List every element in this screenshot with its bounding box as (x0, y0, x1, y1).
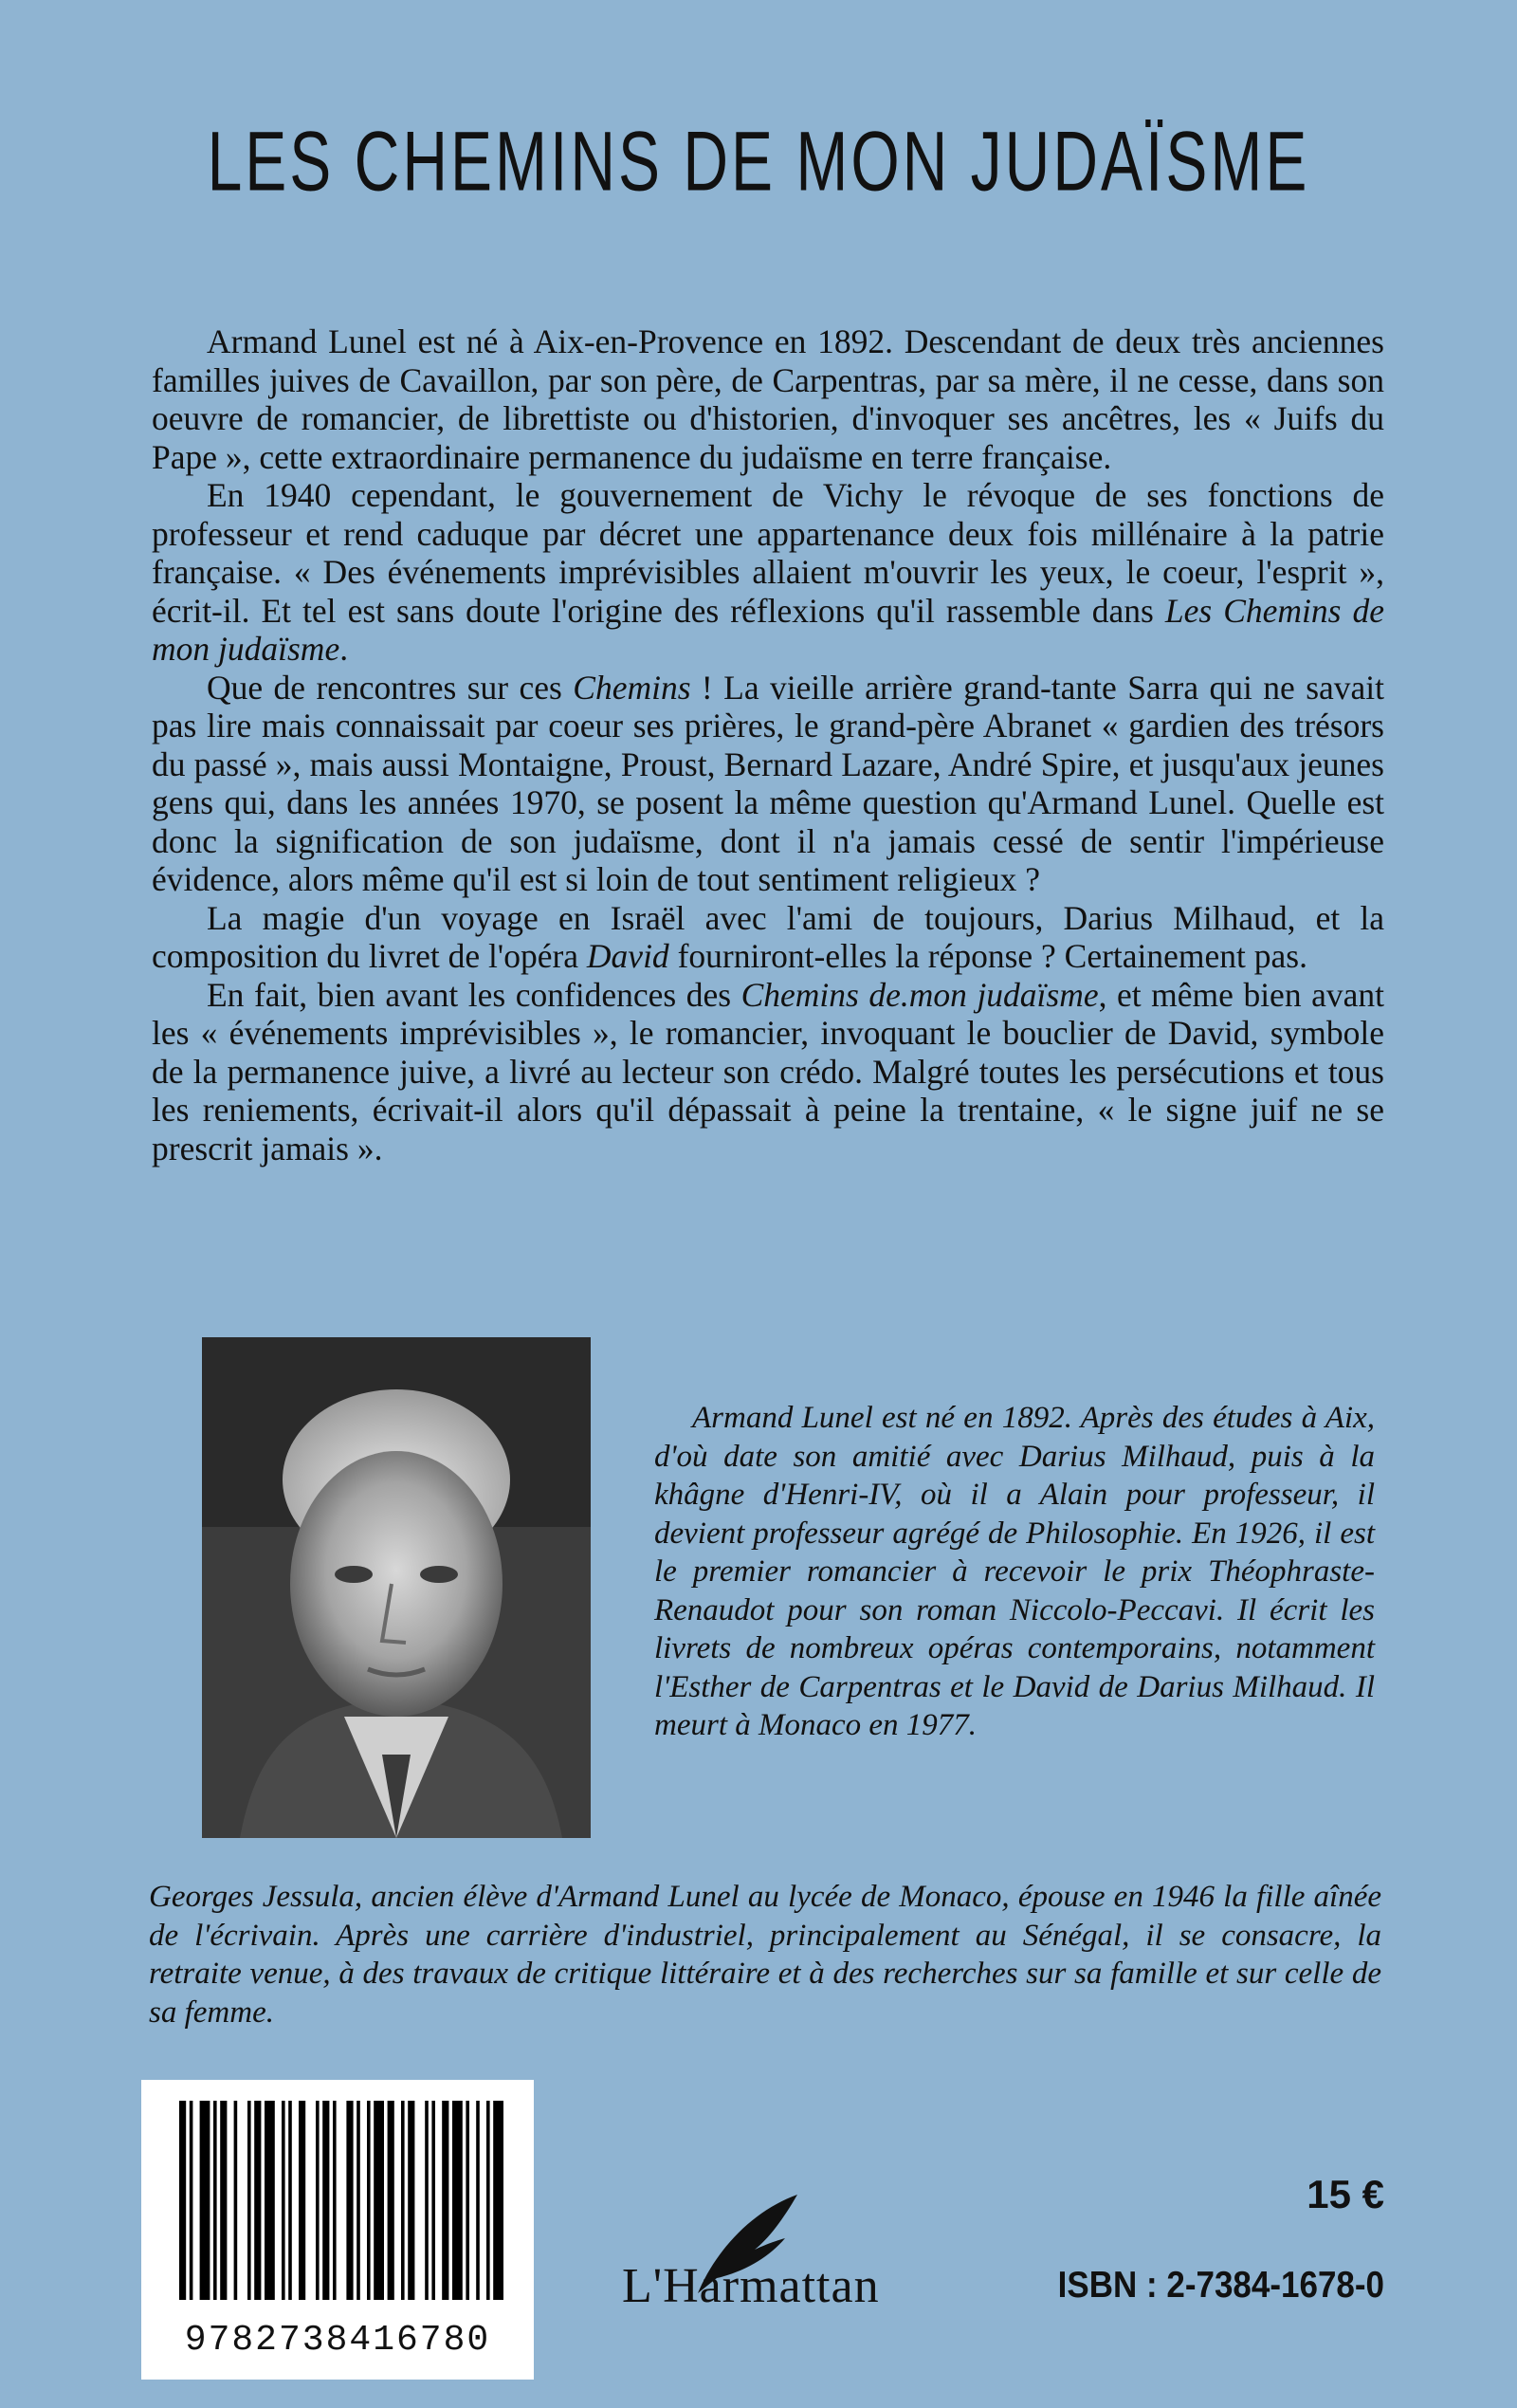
barcode-bar (288, 2101, 292, 2300)
barcode-bar (452, 2101, 463, 2300)
text-run: La magie d'un voyage en Israël avec l'ami de toujours, Darius Milhaud, et la composition du livret de l'opéra (152, 898, 1384, 975)
barcode-bar (367, 2101, 371, 2300)
barcode-bar (265, 2101, 275, 2300)
barcode-bar (316, 2101, 320, 2300)
barcode-bar (333, 2101, 337, 2300)
barcode-bar (356, 2101, 360, 2300)
paragraph (152, 669, 1384, 899)
isbn: ISBN : 2-7384-1678-0 (1057, 2265, 1384, 2306)
barcode-bar (247, 2101, 251, 2300)
italic-title: David (586, 937, 669, 975)
book-title: LES CHEMINS DE MON JUDAÏSME (207, 113, 1310, 209)
barcode-bars (141, 2080, 534, 2317)
barcode-bar (388, 2101, 394, 2300)
barcode-bar (486, 2101, 490, 2300)
barcode (141, 2080, 534, 2380)
paragraph (152, 476, 1384, 669)
barcode-bar (220, 2101, 227, 2300)
author-portrait-image (202, 1337, 591, 1838)
barcode-bar (374, 2101, 384, 2300)
barcode-bar (200, 2101, 210, 2300)
text-run: fourniront-elles la réponse ? Certainement pas. (668, 937, 1307, 975)
author-photo (202, 1337, 591, 1838)
barcode-bar (431, 2101, 435, 2300)
barcode-bar (442, 2101, 448, 2300)
barcode-bar (213, 2101, 217, 2300)
publisher-name: L'Harmattan (622, 2259, 880, 2313)
text-run: ! La vieille arrière grand-tante Sarra qui ne savait pas lire mais connaissait par coeur ses prières, le grand-père Abranet « gardien des trésors du passé », mais aussi Montaigne, Proust, Bernard Lazare, André Spire, et jusqu'aux jeunes gens qui, dans les années 1970, se posent la même question qu'Armand Lunel. Quelle est donc la signification de son judaïsme, dont il n'a jamais cessé de sentir l'impérieuse évidence, alors même qu'il est si loin de tout sentiment religieux ? (152, 668, 1384, 898)
paragraph (152, 976, 1384, 1168)
barcode-bar (401, 2101, 405, 2300)
italic-title: Chemins de.mon judaïsme (740, 975, 1099, 1014)
barcode-digits: 9782738416780 (184, 2320, 491, 2361)
barcode-bar (190, 2101, 193, 2300)
barcode-bar (282, 2101, 285, 2300)
barcode-bar (346, 2101, 353, 2300)
text-run: En fait, bien avant les confidences des (207, 975, 741, 1014)
price: 15 € (1307, 2172, 1384, 2216)
barcode-bar (299, 2101, 305, 2300)
italic-title: Chemins (573, 668, 691, 707)
barcode-bar (408, 2101, 414, 2300)
barcode-bar (425, 2101, 429, 2300)
barcode-bar (493, 2101, 503, 2300)
text-run: . (339, 630, 349, 668)
back-cover-text (152, 322, 1384, 1167)
text-run: Armand Lunel est né à Aix-en-Provence en 1892. Descendant de deux très anciennes familles juives de Cavaillon, par son père, de Carpentras, par sa mère, il ne cesse, dans son oeuvre de romancier, de librettiste ou d'historien, d'invoquer ses ancêtres, les « Juifs du Pape », cette extraordinaire permanence du judaïsme en terre française. (152, 322, 1384, 476)
barcode-bar (322, 2101, 329, 2300)
italic-title: Les Chemins de mon judaïsme (152, 591, 1384, 668)
text-run: Que de rencontres sur ces (207, 668, 574, 707)
publisher-logo (622, 2191, 906, 2314)
barcode-bar (466, 2101, 469, 2300)
barcode-bar (476, 2101, 480, 2300)
text-run: , et même bien avant les « événements imprévisibles », le romancier, invoquant le bouclier de David, symbole de la permanence juive, a livré au lecteur son crédo. Malgré toutes les persécutions et tous les reniements, écrivait-il alors qu'il dépassait à peine la trentaine, « le signe juif ne se prescrit jamais ». (152, 975, 1384, 1167)
barcode-bar (254, 2101, 261, 2300)
author-biography: Armand Lunel est né en 1892. Après des études à Aix, d'où date son amitié avec Darius Milhaud, puis à la khâgne d'Henri-IV, où il a Alain pour professeur, il devient professeur agrégé de Philosophie. En 1926, il est le premier romancier à recevoir le prix Théophraste-Renaudot pour son roman Niccolo-Peccavi. Il écrit les livrets de nombreux opéras contemporains, notamment l'Esther de Carpentras et le David de Darius Milhaud. Il meurt à Monaco en 1977. (654, 1401, 1375, 1742)
paragraph (152, 322, 1384, 476)
barcode-bar (179, 2101, 186, 2300)
paragraph (152, 899, 1384, 976)
editor-biography: Georges Jessula, ancien élève d'Armand Lunel au lycée de Monaco, épouse en 1946 la fille aînée de l'écrivain. Après une carrière d'industriel, principalement au Sénégal, il se consacre, la retraite venue, à des travaux de critique littéraire et à des recherches sur sa famille et sur celle de sa femme. (149, 1880, 1381, 2030)
text-run: En 1940 cependant, le gouvernement de Vichy le révoque de ses fonctions de professeur et rend caduque par décret une appartenance deux fois millénaire à la patrie française. « Des événements imprévisibles allaient m'ouvrir les yeux, le coeur, l'esprit », écrit-il. Et tel est sans doute l'origine des réflexions qu'il rassemble dans (152, 476, 1384, 630)
barcode-bar (234, 2101, 238, 2300)
